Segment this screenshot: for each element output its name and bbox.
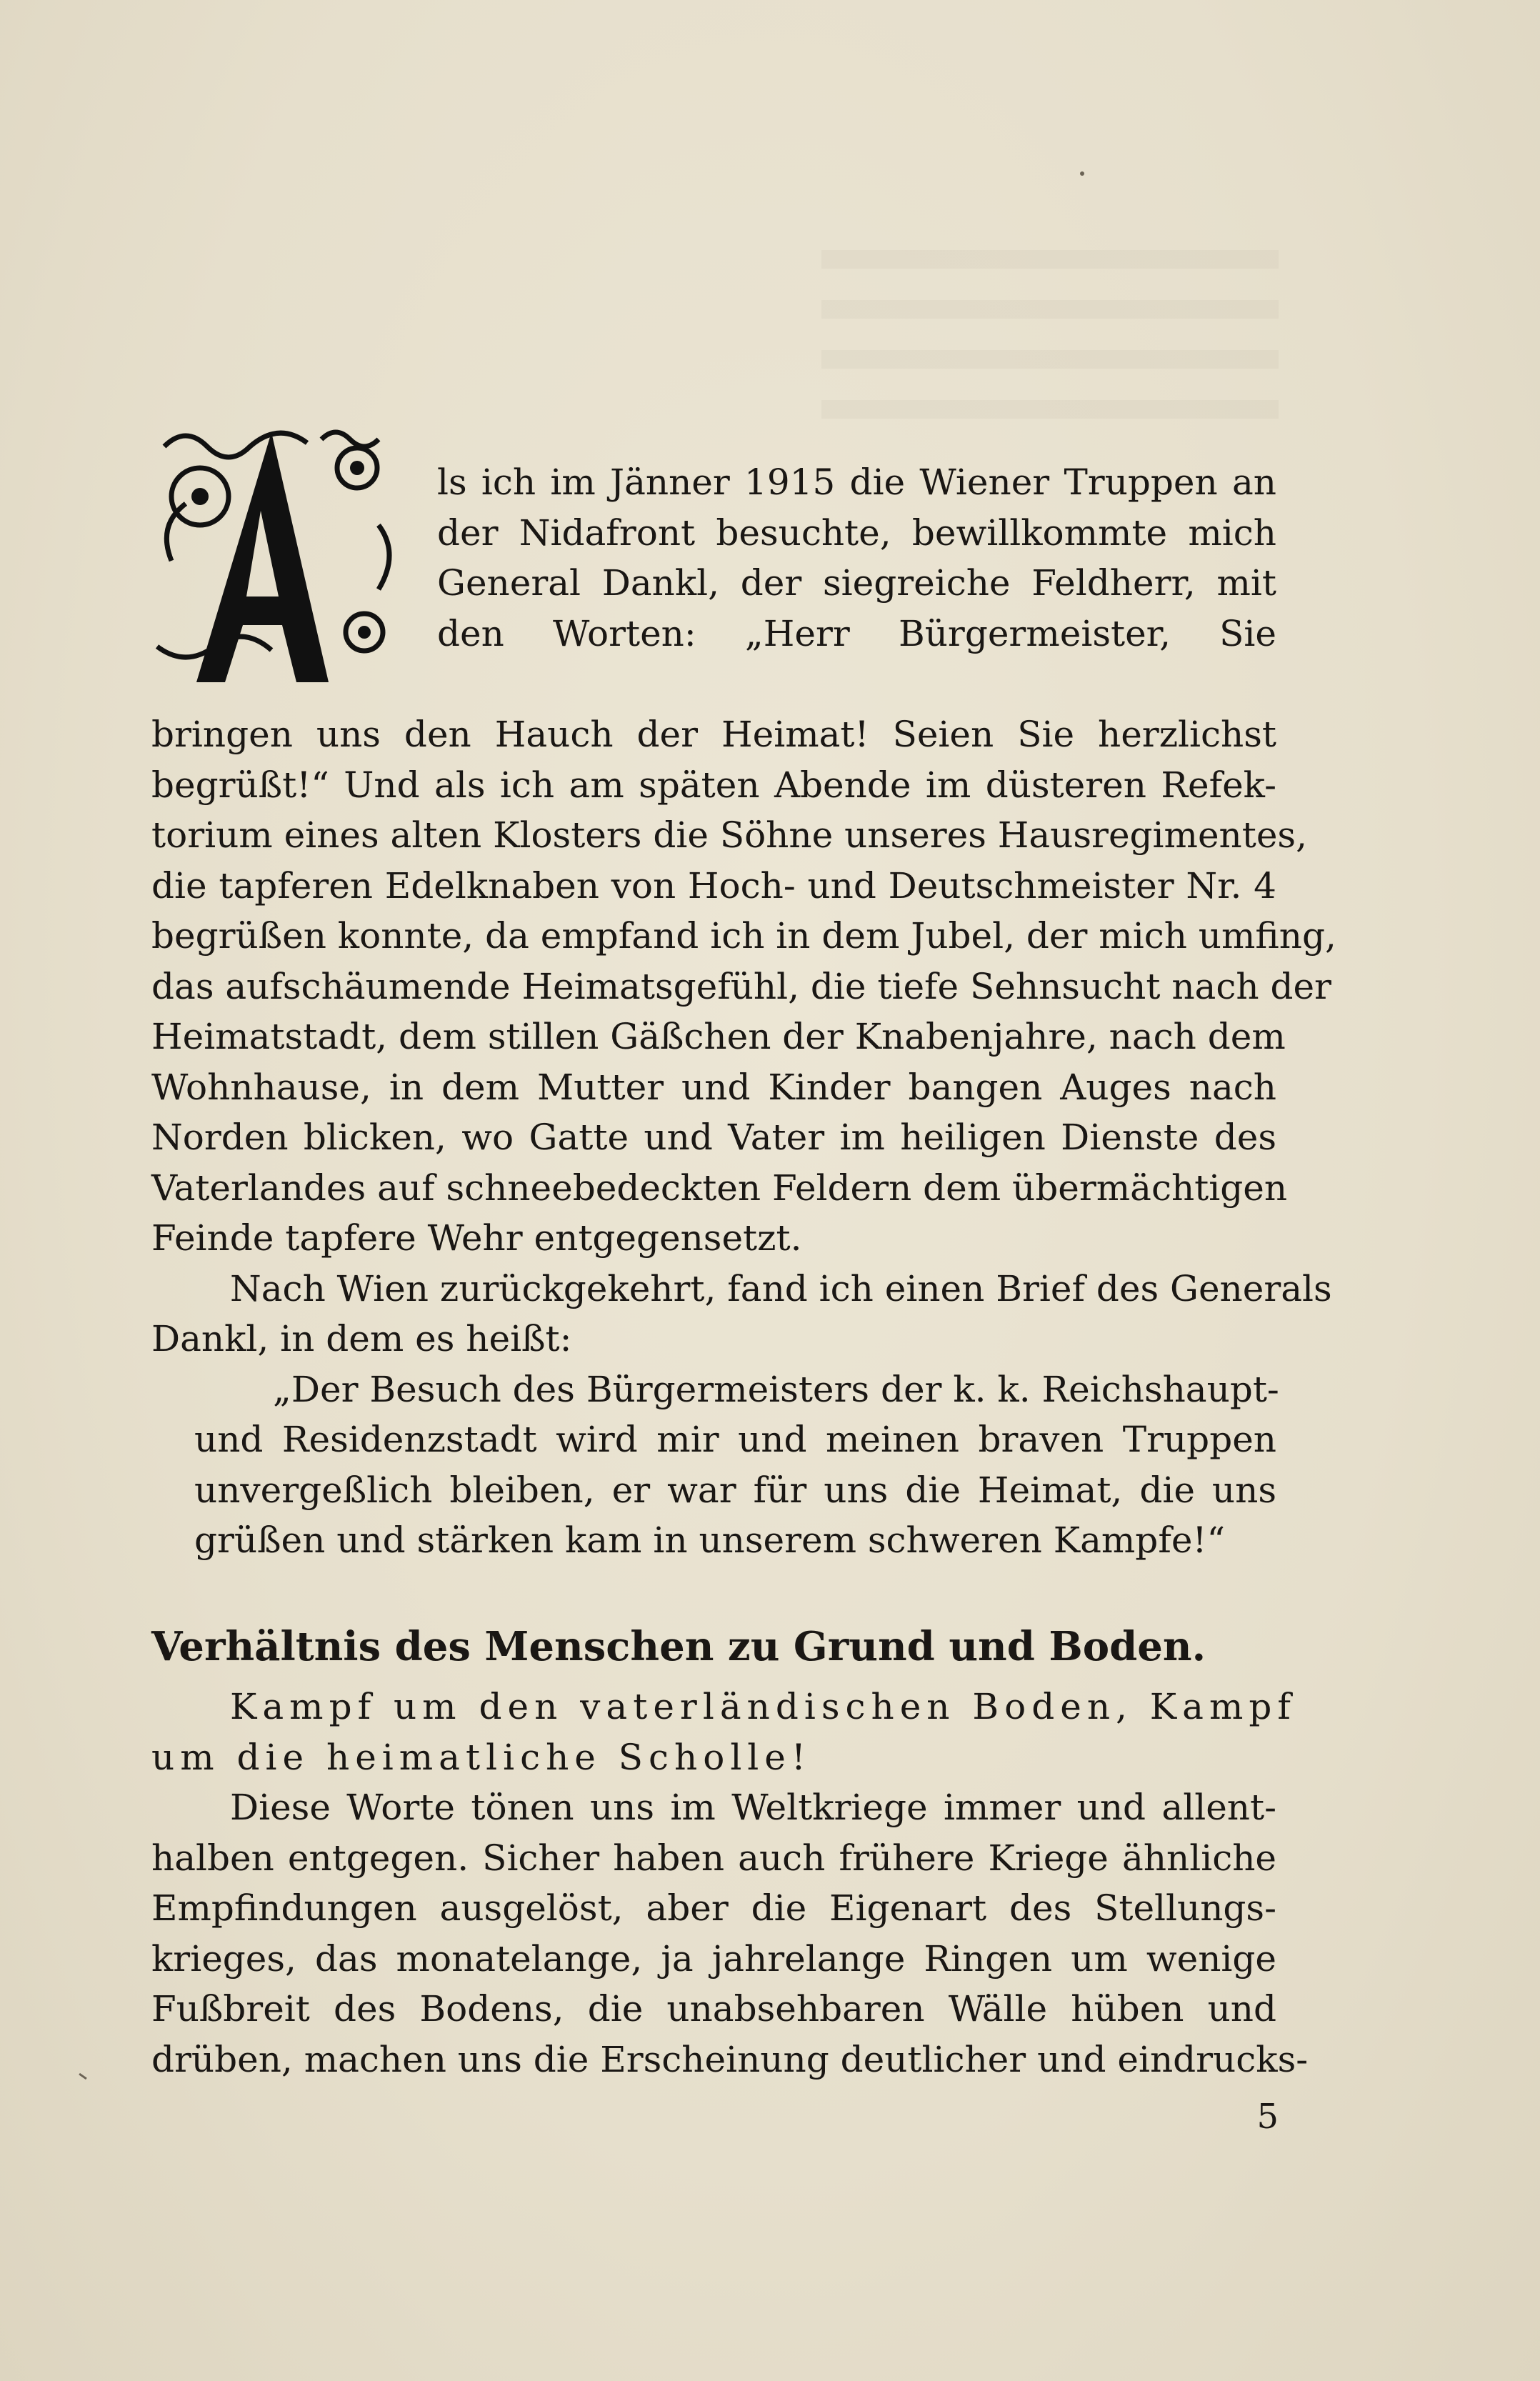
text-line: der Nidafront besuchte, bewillkommte mich: [437, 511, 1276, 554]
ink-speck: [1080, 171, 1084, 176]
section-heading: Verhältnis des Menschen zu Grund und Boden.: [151, 1622, 1206, 1670]
text-line: Diese Worte tönen uns im Weltkriege immer und allent-: [230, 1787, 1276, 1828]
text-line: bringen uns den Hauch der Heimat! Seien Sie herzlichst: [151, 714, 1276, 755]
ink-speck: [79, 2073, 87, 2080]
paragraph-3: [151, 1682, 1296, 1782]
text-line: „Der Besuch des Bürgermeisters der k. k. Reichshaupt-: [273, 1368, 1279, 1410]
ornamental-drop-cap: [143, 418, 407, 700]
text-line: um die heimatliche Scholle!: [151, 1736, 811, 1778]
page-number: 5: [1256, 2097, 1279, 2137]
text-line: torium eines alten Klosters die Söhne unseres Hausregimentes,: [151, 814, 1307, 856]
text-line: Heimatstadt, dem stillen Gäßchen der Knabenjahre, nach dem: [151, 1016, 1286, 1057]
drop-cap-indented-lines: [437, 457, 1276, 659]
text-line: grüßen und stärken kam in unserem schweren Kampfe!“: [194, 1519, 1226, 1561]
opening-block: [151, 457, 1276, 709]
text-column: [151, 457, 1336, 2085]
paragraph-1: [151, 709, 1336, 1264]
text-line: Kampf um den vaterländischen Boden, Kampf: [230, 1686, 1296, 1727]
text-line: begrüßt!“ Und als ich am späten Abende im düsteren Refek-: [151, 764, 1276, 806]
text-line: Feinde tapfere Wehr entgegensetzt.: [151, 1217, 802, 1259]
general-letter-quote: [151, 1364, 1279, 1566]
paragraph-4: [151, 1782, 1309, 2085]
text-line: krieges, das monatelange, ja jahrelange Ringen um wenige: [151, 1937, 1276, 1980]
text-line: Dankl, in dem es heißt:: [151, 1318, 572, 1359]
text-line: Norden blicken, wo Gatte und Vater im heiligen Dienste des: [151, 1117, 1276, 1158]
text-line: Wohnhause, in dem Mutter und Kinder bangen Auges nach: [151, 1066, 1276, 1108]
text-line: begrüßen konnte, da empfand ich in dem Jubel, der mich umfing,: [151, 915, 1336, 957]
text-line: halben entgegen. Sicher haben auch frühere Kriege ähnliche: [151, 1837, 1276, 1879]
drop-cap-ornament-icon: [143, 418, 407, 700]
text-line: ls ich im Jänner 1915 die Wiener Truppen an: [437, 461, 1276, 503]
text-line: Nach Wien zurückgekehrt, fand ich einen Brief des Generals: [230, 1267, 1332, 1309]
text-line: General Dankl, der siegreiche Feldherr, mit: [437, 562, 1276, 604]
text-line: den Worten: „Herr Bürgermeister, Sie: [437, 612, 1276, 654]
text-line: Empfindungen ausgelöst, aber die Eigenart des Stellungs-: [151, 1887, 1276, 1929]
text-line: und Residenzstadt wird mir und meinen braven Truppen: [194, 1419, 1276, 1460]
text-line: Fußbreit des Bodens, die unabsehbaren Wälle hüben und: [151, 1988, 1276, 2030]
text-line: unvergeßlich bleiben, er war für uns die Heimat, die uns: [194, 1469, 1276, 1511]
text-line: die tapferen Edelknaben von Hoch- und Deutschmeister Nr. 4: [151, 864, 1276, 907]
text-line: das aufschäumende Heimatsgefühl, die tiefe Sehnsucht nach der: [151, 965, 1331, 1007]
bleed-through-text: [821, 250, 1279, 421]
text-line: Vaterlandes auf schneebedeckten Feldern dem übermächtigen: [151, 1167, 1288, 1209]
paragraph-2: [151, 1264, 1332, 1364]
text-line: drüben, machen uns die Erscheinung deutlicher und eindrucks-: [151, 2038, 1309, 2080]
